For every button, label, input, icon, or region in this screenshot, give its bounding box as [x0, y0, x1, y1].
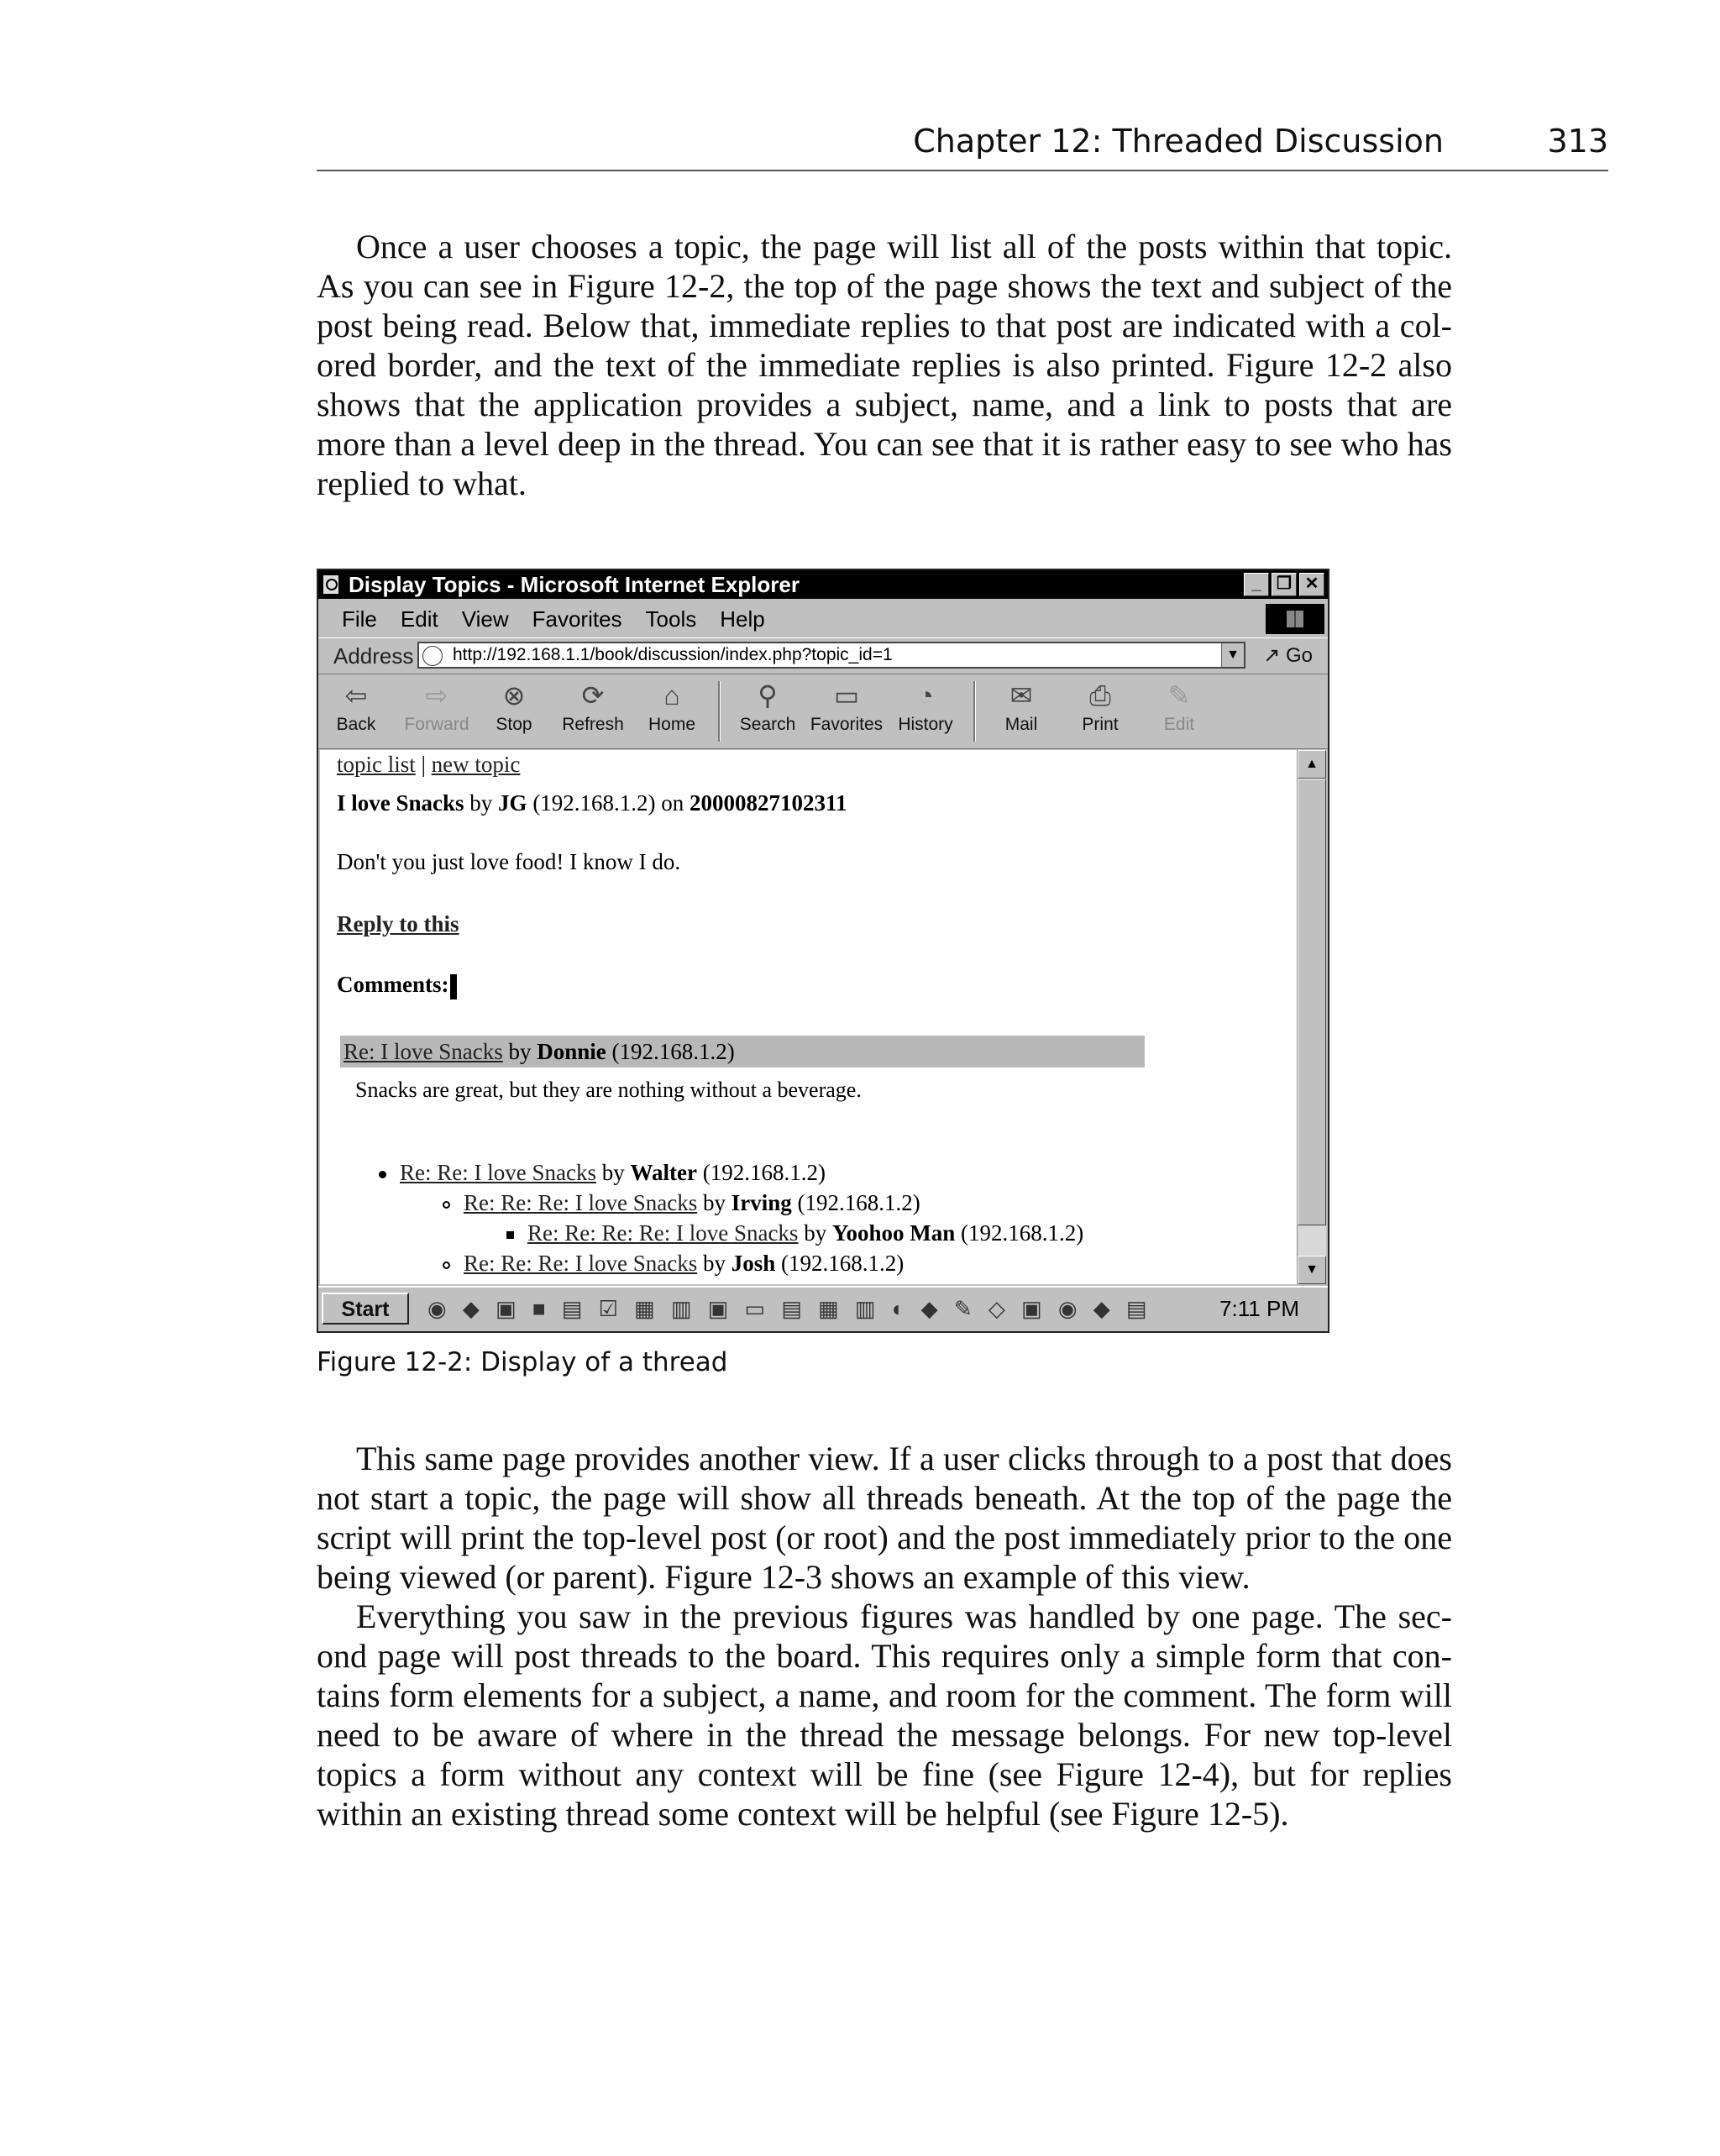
address-input[interactable]: [417, 642, 1245, 669]
by-text: by: [702, 1251, 726, 1276]
comment-ip: (192.168.1.2): [611, 1039, 735, 1064]
by-text: by: [804, 1220, 827, 1246]
thread-item: [443, 1190, 920, 1216]
thread-item: [379, 1160, 826, 1186]
search-icon: ⚲: [758, 680, 778, 711]
stop-label: Stop: [496, 715, 532, 734]
by-text: by: [469, 790, 493, 816]
go-label: Go: [1285, 644, 1313, 667]
menu-file[interactable]: File: [342, 606, 377, 632]
menu-bar: [318, 602, 1328, 636]
by-text: by: [601, 1160, 625, 1185]
minimize-icon[interactable]: _: [1244, 573, 1269, 596]
toolbar: [318, 674, 1328, 749]
favorites-button[interactable]: [809, 679, 884, 735]
thread-subject-link[interactable]: Re: Re: Re: Re: I love Snacks: [527, 1220, 799, 1246]
by-text: by: [508, 1039, 532, 1064]
on-text: on: [661, 790, 684, 816]
print-button[interactable]: [1062, 679, 1138, 735]
figure-caption: Figure 12-2: Display of a thread: [317, 1347, 728, 1377]
windows-logo-icon: [1266, 604, 1324, 634]
post-body: Don't you just love food! I know I do.: [337, 849, 681, 874]
print-label: Print: [1082, 715, 1119, 734]
scrollbar-thumb[interactable]: [1298, 779, 1326, 1225]
body-paragraph: Once a user chooses a topic, the page will list all of the posts within that topic. As you can see in Figure 12-2, the top of the page shows the text and subject of the post being read. Below that, immediate replies to that post are indicated with a col-ored border, and the text of the immediate replies is also printed. Figure 12-2 also shows that the application provides a subject, name, and a link to posts that are more than a level deep in the thread. You can see that it is rather easy to see who has replied to what.: [317, 228, 1452, 502]
page-icon: [422, 646, 443, 666]
forward-button[interactable]: [399, 679, 475, 735]
window-title: Display Topics - Microsoft Internet Explorer: [349, 572, 800, 597]
address-bar: [318, 637, 1328, 674]
thread-author: Josh: [731, 1251, 776, 1276]
thread-author: Irving: [731, 1190, 792, 1215]
bullet-icon: [443, 1201, 450, 1209]
go-button[interactable]: ↗ Go: [1263, 644, 1313, 667]
thread-ip: (192.168.1.2): [780, 1251, 905, 1276]
stop-icon: ⊗: [502, 680, 526, 711]
thread-ip: (192.168.1.2): [702, 1160, 826, 1185]
scroll-down-icon[interactable]: ▼: [1298, 1256, 1326, 1284]
back-arrow-icon: ⇦: [344, 680, 368, 711]
chapter-title: Chapter 12: Threaded Discussion: [913, 123, 1444, 160]
new-topic-link[interactable]: new topic: [431, 752, 521, 777]
bullet-icon: [443, 1262, 450, 1269]
comment-header: [340, 1036, 1145, 1068]
menu-tools[interactable]: Tools: [645, 606, 697, 632]
edit-button[interactable]: [1141, 679, 1217, 735]
address-label: Address: [333, 643, 414, 669]
stop-button[interactable]: [476, 679, 552, 735]
history-button[interactable]: [888, 679, 963, 735]
browser-screenshot-figure: [317, 569, 1329, 1333]
post-date: 20000827102311: [690, 790, 847, 816]
mail-label: Mail: [1004, 715, 1038, 734]
title-bar: [318, 570, 1328, 599]
printer-icon: ⎙: [1089, 680, 1111, 711]
post-ip: (192.168.1.2): [532, 790, 656, 816]
restore-icon[interactable]: ❐: [1272, 573, 1297, 596]
refresh-button[interactable]: [555, 679, 631, 735]
home-label: Home: [648, 715, 696, 734]
favorites-folder-icon: ▭: [833, 680, 860, 711]
body-paragraph: Everything you saw in the previous figures was handled by one page. The sec-ond page will post threads to the board. This requires only a simple form that con-tains form elements for a subject, a name, and room for the comment. The form will need to be aware of where in the thread the message belongs. For new top-level topics a form without any context will be fine (see Figure 12-4), but for replies within an existing thread some context will be helpful (see Figure 12-5).: [317, 1597, 1452, 1833]
thread-subject-link[interactable]: Re: Re: I love Snacks: [400, 1160, 596, 1185]
page-number: 313: [1547, 123, 1608, 160]
forward-arrow-icon: ⇨: [425, 680, 448, 711]
search-button[interactable]: [730, 679, 805, 735]
history-icon: ◔: [917, 680, 934, 711]
thread-item: [443, 1251, 904, 1277]
clock: 7:11 PM: [1219, 1296, 1299, 1321]
taskbar: [318, 1286, 1328, 1331]
scroll-up-icon[interactable]: ▲: [1298, 750, 1326, 779]
nav-separator: |: [421, 752, 426, 777]
ie-app-icon: [322, 574, 342, 595]
start-button[interactable]: [322, 1293, 409, 1325]
edit-icon: ✎: [1167, 680, 1191, 711]
home-icon: ⌂: [663, 680, 680, 711]
menu-help[interactable]: Help: [720, 606, 765, 632]
toolbar-separator: [973, 681, 976, 742]
comments-heading: [337, 972, 457, 999]
post-author: JG: [498, 790, 527, 816]
menu-edit[interactable]: Edit: [400, 606, 438, 632]
close-icon[interactable]: ✕: [1299, 573, 1324, 596]
thread-author: Yoohoo Man: [831, 1220, 956, 1246]
menu-favorites[interactable]: Favorites: [532, 606, 622, 632]
comment-text: Snacks are great, but they are nothing without a beverage.: [355, 1078, 862, 1102]
thread-item: [506, 1220, 1083, 1246]
thread-subject-link[interactable]: Re: Re: Re: I love Snacks: [464, 1251, 698, 1276]
quick-launch-icons[interactable]: ◉ ◆ ▣ ■ ▤ ☑ ▦ ▥ ▣ ▭ ▤ ▦ ▥ ◐ ◆ ✎ ◇ ▣ ◉ ◆ ▤: [427, 1296, 1152, 1321]
search-label: Search: [739, 715, 796, 734]
menu-view[interactable]: View: [461, 606, 509, 632]
history-label: History: [898, 715, 953, 734]
favorites-label: Favorites: [810, 715, 884, 734]
edit-label: Edit: [1163, 715, 1195, 734]
thread-author: Walter: [630, 1160, 697, 1185]
thread-ip: (192.168.1.2): [797, 1190, 920, 1215]
body-paragraph: This same page provides another view. If a user clicks through to a post that does not start a topic, the page will show all threads beneath. At the top of the page the script will print the top-level post (or root) and the post immediately prior to the one being viewed (or parent). Figure 12-3 shows an example of this view.: [317, 1440, 1452, 1596]
refresh-label: Refresh: [562, 715, 624, 734]
comments-label: Comments:: [337, 972, 449, 997]
post-header: [337, 790, 847, 816]
topic-list-link[interactable]: topic list: [337, 752, 416, 777]
thread-ip: (192.168.1.2): [960, 1220, 1084, 1246]
home-button[interactable]: [634, 679, 710, 735]
mail-icon: ✉: [1009, 680, 1033, 711]
post-subject: I love Snacks: [337, 790, 464, 816]
vertical-scrollbar[interactable]: [1297, 750, 1326, 1284]
toolbar-separator: [718, 681, 721, 742]
chevron-down-icon[interactable]: ▼: [1221, 643, 1244, 667]
forward-label: Forward: [404, 715, 469, 734]
comment-subject-link[interactable]: Re: I love Snacks: [343, 1039, 503, 1064]
address-url: http://192.168.1.1/book/discussion/index.php?topic_id=1: [453, 645, 893, 664]
back-label: Back: [336, 715, 376, 734]
reply-link[interactable]: Reply to this: [337, 911, 459, 936]
refresh-icon: ⟳: [581, 680, 605, 711]
bullet-icon: [506, 1231, 514, 1239]
running-header: [317, 118, 1608, 171]
start-label: Start: [341, 1298, 390, 1321]
page-content: [320, 750, 1298, 1284]
bullet-icon: [379, 1171, 386, 1178]
thread-subject-link[interactable]: Re: Re: Re: I love Snacks: [464, 1190, 698, 1215]
topic-nav: [337, 752, 520, 778]
back-button[interactable]: [318, 679, 394, 735]
comment-author: Donnie: [537, 1039, 606, 1064]
mail-button[interactable]: [983, 679, 1059, 735]
text-cursor: [450, 974, 457, 999]
by-text: by: [702, 1190, 726, 1215]
